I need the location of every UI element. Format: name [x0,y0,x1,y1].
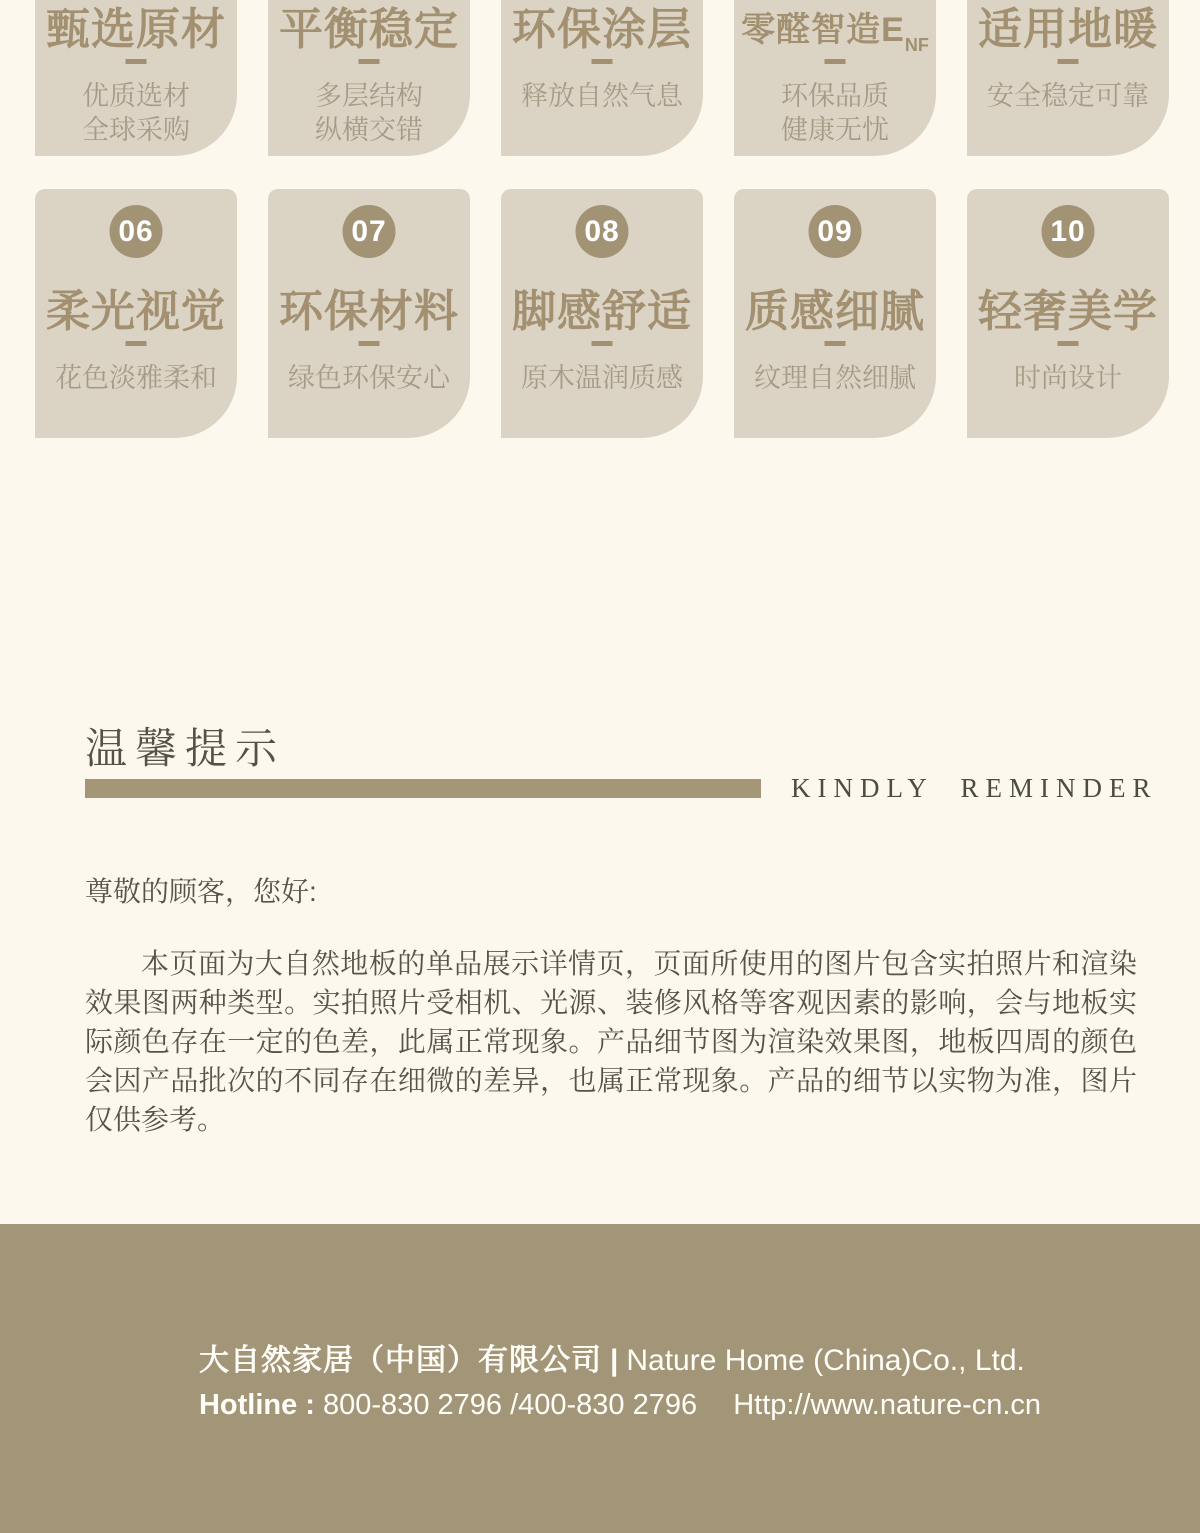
subtitle-line: 多层结构 [315,81,423,111]
dash-divider [592,59,613,64]
customer-greeting: 尊敬的顾客，您好: [85,876,317,907]
separator-bar: | [609,1344,619,1377]
footer-contact-line [199,1389,1041,1422]
card-title: 适用地暖 [978,5,1158,54]
card-title: 环保材料 [279,287,459,336]
card-subtitle [734,79,936,147]
footer-company-line [199,1335,1041,1379]
subtitle-line: 优质选材 [82,81,190,111]
card-subtitle [967,79,1169,113]
reminder-accent-bar [85,779,761,798]
hotline-numbers: 800-830 2796 /400-830 2796 [323,1389,698,1421]
card-title: 脚感舒适 [512,287,692,336]
feature-card-fine-texture [734,189,936,438]
footer-bar [0,1224,1200,1533]
number-badge: 09 [809,205,862,258]
feature-card-row-2 [35,189,1169,438]
card-subtitle [734,361,936,395]
dash-divider [126,341,147,346]
feature-card-light-luxury [967,189,1169,438]
dash-divider [825,341,846,346]
subtitle-line: 健康无忧 [781,115,889,145]
number-badge: 08 [576,205,629,258]
dash-divider [1058,59,1079,64]
enf-subscript: NF [904,35,929,55]
number-badge: 07 [343,205,396,258]
hotline-label: Hotline : [198,1389,315,1421]
card-subtitle [35,361,237,395]
number-badge: 10 [1042,205,1095,258]
card-title: 柔光视觉 [46,287,226,336]
dash-divider [126,59,147,64]
number-badge: 06 [110,205,163,258]
company-name-en: Nature Home (China)Co., Ltd. [626,1344,1025,1377]
subtitle-line: 释放自然气息 [521,81,683,111]
feature-card-zero-formaldehyde [734,0,936,156]
dash-divider [825,59,846,64]
company-name-cn: 大自然家居（中国）有限公司 [198,1344,602,1377]
card-subtitle [967,361,1169,395]
subtitle-line: 原木温润质感 [521,363,683,393]
feature-cards-section [0,0,1200,440]
card-title: 平衡稳定 [279,5,459,54]
subtitle-line: 安全稳定可靠 [987,81,1149,111]
notice-paragraph: 本页面为大自然地板的单品展示详情页，页面所使用的图片包含实拍照片和渲染效果图两种类型。实拍照片受相机、光源、装修风格等客观因素的影响，会与地板实际颜色存在一定的色差，此属正常现象。产品细节图为渲染效果图，地板四周的颜色会因产品批次的不同存在细微的差异，也属正常现象。产品的细节以实物为准，图片仅供参考。 [85,948,1137,1135]
subtitle-line: 全球采购 [82,115,190,145]
feature-card-comfortable-feel [501,189,703,438]
card-subtitle [501,361,703,395]
card-title: 轻奢美学 [978,287,1158,336]
card-subtitle [268,361,470,395]
feature-card-eco-coating [501,0,703,156]
card-title: 环保涂层 [512,5,692,54]
card-subtitle [35,79,237,147]
card-title: 质感细腻 [745,287,925,336]
footer-content [199,1335,1041,1422]
dash-divider [359,59,380,64]
card-title-text: 零醛智造E [741,11,905,49]
feature-card-eco-material [268,189,470,438]
dash-divider [592,341,613,346]
subtitle-line: 环保品质 [781,81,889,111]
card-subtitle [501,79,703,113]
dash-divider [359,341,380,346]
card-title [734,2,936,56]
dash-divider [1058,341,1079,346]
feature-card-select-material [35,0,237,156]
feature-card-floor-heating [967,0,1169,156]
reminder-heading-en: KINDLY REMINDER [791,773,1158,803]
feature-card-soft-visual [35,189,237,438]
subtitle-line: 花色淡雅柔和 [55,363,217,393]
reminder-heading-cn: 温馨提示 [85,725,286,772]
subtitle-line: 时尚设计 [1014,363,1122,393]
feature-card-row-1 [35,0,1169,156]
website-url: Http://www.nature-cn.cn [733,1389,1042,1421]
subtitle-line: 纵横交错 [315,115,423,145]
subtitle-line: 纹理自然细腻 [754,363,916,393]
feature-card-balanced-stable [268,0,470,156]
subtitle-line: 绿色环保安心 [288,363,450,393]
card-subtitle [268,79,470,147]
card-title: 甄选原材 [46,5,226,54]
